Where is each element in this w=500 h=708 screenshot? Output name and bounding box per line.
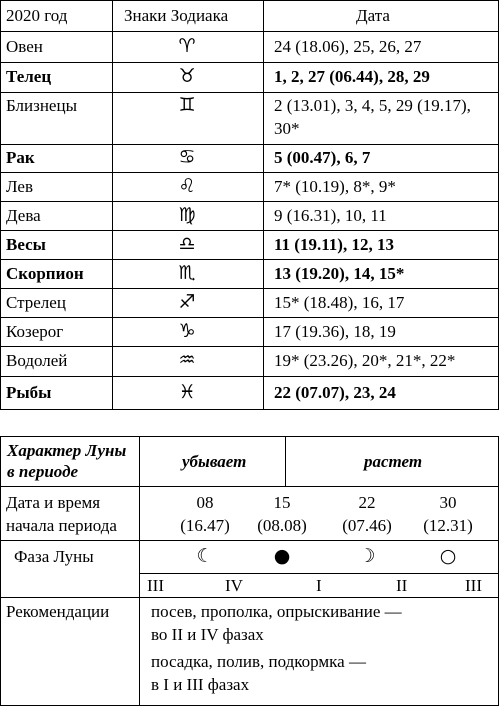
row-divider xyxy=(0,201,499,202)
zodiac-symbol-icon: ♓ xyxy=(178,381,196,403)
waning-crescent-icon: ☾ xyxy=(196,545,214,567)
zodiac-symbol-icon: ♐ xyxy=(178,291,196,313)
zodiac-dates: 17 (19.36), 18, 19 xyxy=(274,322,396,341)
row-divider xyxy=(0,486,499,487)
zodiac-dates: 13 (19.20), 14, 15* xyxy=(274,264,405,283)
zodiac-sign-name: Овен xyxy=(6,37,43,56)
row-divider xyxy=(0,288,499,289)
zodiac-dates: 19* (23.26), 20*, 21*, 22* xyxy=(274,351,456,370)
zodiac-sign-name: Лев xyxy=(6,177,33,196)
row-divider xyxy=(0,230,499,231)
zodiac-symbol-icon: ♍ xyxy=(178,204,196,226)
header-date: Дата xyxy=(356,6,390,25)
period-date: 15 xyxy=(273,493,291,512)
zodiac-dates: 5 (00.47), 6, 7 xyxy=(274,148,371,167)
row-divider xyxy=(0,597,499,598)
period-time: (16.47) xyxy=(180,516,230,535)
row-divider xyxy=(0,376,499,377)
zodiac-sign-name: Стрелец xyxy=(6,293,66,312)
waxing-label: растет xyxy=(364,452,423,471)
zodiac-symbol-icon: ♋ xyxy=(178,146,196,168)
zodiac-symbol-icon: ♌ xyxy=(178,175,196,197)
moon-character-label: в периоде xyxy=(7,462,79,481)
start-date-label: начала периода xyxy=(6,516,117,535)
waning-label: убывает xyxy=(182,452,247,471)
zodiac-sign-name: Рак xyxy=(6,148,35,167)
full-moon-icon: ○ xyxy=(439,545,457,567)
recommendation-line: во II и IV фазах xyxy=(151,625,264,644)
row-divider xyxy=(0,31,499,32)
row-divider xyxy=(0,540,499,541)
zodiac-dates: 22 (07.07), 23, 24 xyxy=(274,383,396,402)
row-divider xyxy=(140,573,499,574)
zodiac-dates: 11 (19.11), 12, 13 xyxy=(274,235,394,254)
period-time: (07.46) xyxy=(342,516,392,535)
zodiac-sign-name: Телец xyxy=(6,67,52,86)
zodiac-symbol-icon: ♉ xyxy=(178,65,196,87)
moon-phase-label: Фаза Луны xyxy=(14,547,94,566)
row-divider xyxy=(0,62,499,63)
zodiac-dates: 1, 2, 27 (06.44), 28, 29 xyxy=(274,67,430,86)
row-divider xyxy=(0,172,499,173)
row-divider xyxy=(0,317,499,318)
phase-numeral: IV xyxy=(225,576,243,595)
zodiac-sign-name: Дева xyxy=(6,206,41,225)
phase-numeral: III xyxy=(465,576,482,595)
column-divider xyxy=(285,436,286,486)
zodiac-symbol-icon: ♊ xyxy=(178,94,196,116)
phase-numeral: I xyxy=(316,576,322,595)
zodiac-dates: 9 (16.31), 10, 11 xyxy=(274,206,387,225)
zodiac-sign-name: Близнецы xyxy=(6,96,77,115)
recommendation-line: в I и III фазах xyxy=(151,675,250,694)
zodiac-sign-name: Весы xyxy=(6,235,46,254)
recommendations-label: Рекомендации xyxy=(6,602,110,621)
recommendation-line: посадка, полив, подкормка — xyxy=(151,652,366,671)
new-moon-icon: ● xyxy=(273,545,291,567)
zodiac-sign-name: Козерог xyxy=(6,322,64,341)
row-divider xyxy=(0,259,499,260)
period-date: 08 xyxy=(196,493,214,512)
start-date-label: Дата и время xyxy=(6,493,101,512)
row-divider xyxy=(0,144,499,145)
zodiac-dates: 2 (13.01), 3, 4, 5, 29 (19.17), xyxy=(274,96,471,115)
zodiac-symbol-icon: ♏ xyxy=(178,262,196,284)
zodiac-sign-name: Рыбы xyxy=(6,383,52,402)
waxing-crescent-icon: ☽ xyxy=(358,545,376,567)
phase-numeral: III xyxy=(147,576,164,595)
zodiac-symbol-icon: ♈ xyxy=(178,35,196,57)
header-zodiac-signs: Знаки Зодиака xyxy=(124,6,229,25)
row-divider xyxy=(0,92,499,93)
recommendation-line: посев, прополка, опрыскивание — xyxy=(151,602,402,621)
zodiac-symbol-icon: ♒ xyxy=(178,349,196,371)
period-time: (12.31) xyxy=(423,516,473,535)
moon-character-label: Характер Луны xyxy=(7,441,127,460)
zodiac-symbol-icon: ♎ xyxy=(178,233,196,255)
zodiac-dates: 7* (10.19), 8*, 9* xyxy=(274,177,396,196)
period-time: (08.08) xyxy=(257,516,307,535)
zodiac-sign-name: Скорпион xyxy=(6,264,84,283)
zodiac-dates: 15* (18.48), 16, 17 xyxy=(274,293,405,312)
zodiac-dates: 24 (18.06), 25, 26, 27 xyxy=(274,37,422,56)
zodiac-symbol-icon: ♑ xyxy=(178,320,196,342)
row-divider xyxy=(0,346,499,347)
zodiac-sign-name: Водолей xyxy=(6,351,68,370)
header-year: 2020 год xyxy=(6,6,68,25)
phase-numeral: II xyxy=(396,576,408,595)
column-divider xyxy=(139,436,140,706)
period-date: 30 xyxy=(439,493,457,512)
zodiac-dates: 30* xyxy=(274,119,300,138)
period-date: 22 xyxy=(358,493,376,512)
